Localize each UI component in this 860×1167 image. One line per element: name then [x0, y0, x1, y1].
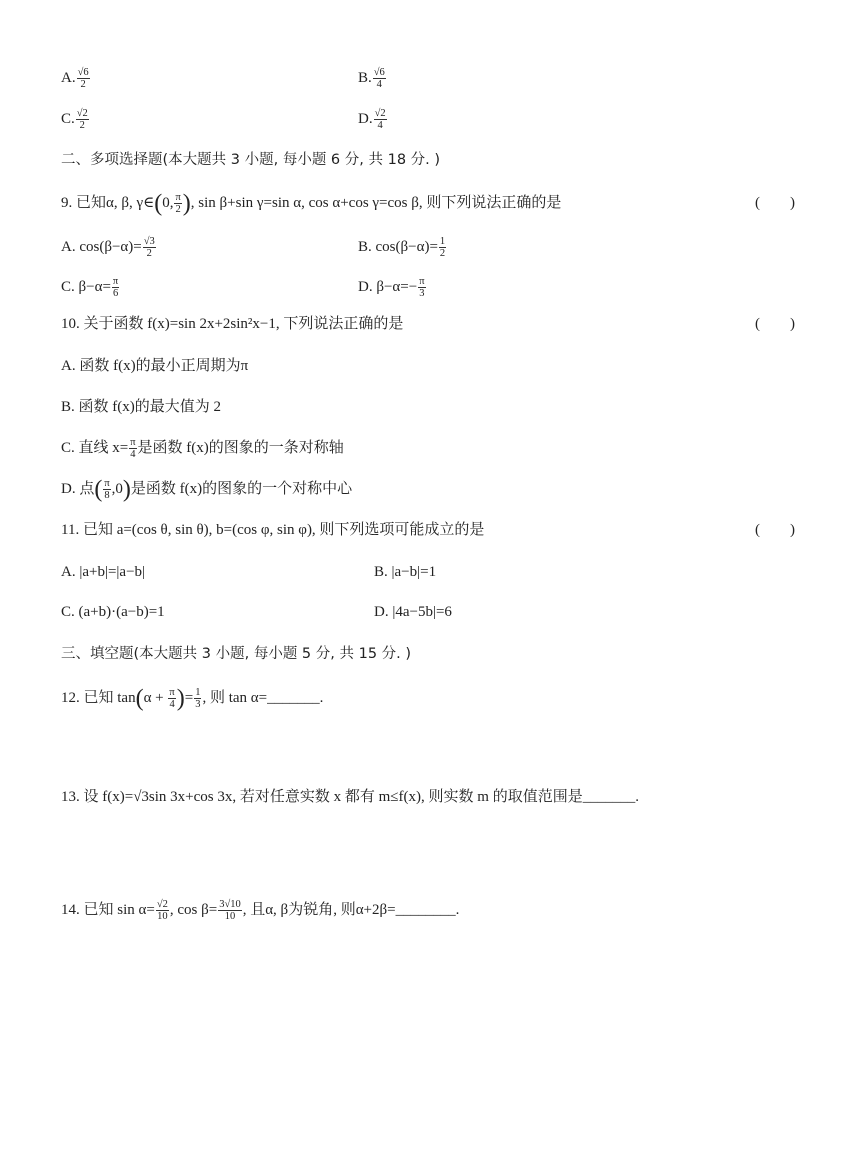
- fraction: $\frac{√2}{2}$: [76, 108, 88, 131]
- fraction: $\frac{√6}{2}$: [77, 67, 89, 90]
- q13: 13. 设 f(x)=√3sin 3x+cos 3x, 若对任意实数 x 都有 m≤f(x), 则实数 m 的取值范围是_______.: [61, 789, 639, 805]
- fraction: $\frac{3√10}{10}$: [219, 899, 241, 922]
- q11-option-d: D. |4a−5b|=6: [374, 604, 452, 620]
- q11-option-b: B. |a−b|=1: [374, 564, 437, 580]
- fraction: $\frac{\pi}{8}$: [104, 478, 110, 501]
- q9-option-d: D. β−α=− $\frac{\pi}{3}$: [358, 276, 425, 299]
- q9-stem: 9. 已知α, β, γ∈(0, $\frac{\pi}{2}$ ), sin β+sin γ=sin α, cos α+cos γ=cos β, 则下列说法正确的是: [61, 190, 562, 217]
- fraction: $\frac{√2}{10}$: [156, 899, 168, 922]
- q10-option-b: B. 函数 f(x)的最大值为 2: [61, 399, 221, 415]
- q11-stem: 11. 已知 a=(cos θ, sin θ), b=(cos φ, sin φ), 则下列选项可能成立的是: [61, 522, 485, 538]
- q8-option-b: B. $\frac{√6}{4}$: [358, 67, 385, 90]
- q11-option-a: A. |a+b|=|a−b|: [61, 564, 146, 580]
- q14: 14. 已知 sin α= $\frac{√2}{10}$ , cos β= $\frac{3√10}{10}$ , 且α, β为锐角, 则α+2β=________.: [61, 899, 460, 922]
- q11-option-c: C. (a+b)·(a−b)=1: [61, 604, 165, 620]
- fraction: $\frac{\pi}{4}$: [169, 687, 175, 710]
- q8-option-d: D. $\frac{√2}{4}$: [358, 108, 386, 131]
- q8-option-a: A. $\frac{√6}{2}$: [61, 67, 89, 90]
- q9-option-b: B. cos(β−α)= $\frac{1}{2}$: [358, 236, 446, 259]
- q8-option-c: C. $\frac{√2}{2}$: [61, 108, 88, 131]
- q10-option-d: D. 点( $\frac{\pi}{8}$ ,0)是函数 f(x)的图象的一个对称中心: [61, 476, 353, 503]
- q10-option-c: C. 直线 x= $\frac{\pi}{4}$ 是函数 f(x)的图象的一条对称轴: [61, 437, 344, 460]
- q9-option-c: C. β−α= $\frac{\pi}{6}$: [61, 276, 119, 299]
- fraction: $\frac{1}{3}$: [195, 687, 201, 710]
- fraction: $\frac{\pi}{2}$: [175, 192, 181, 215]
- answer-paren: ( ): [755, 195, 795, 211]
- fraction: $\frac{\pi}{3}$: [419, 276, 425, 299]
- fraction: $\frac{\pi}{4}$: [130, 437, 136, 460]
- answer-paren: ( ): [755, 316, 795, 332]
- fraction: $\frac{√2}{4}$: [374, 108, 386, 131]
- section-heading: 三、填空题(本大题共 3 小题, 每小题 5 分, 共 15 分. ): [61, 646, 412, 662]
- fraction: $\frac{\pi}{6}$: [112, 276, 119, 299]
- fraction: $\frac{√6}{4}$: [373, 67, 385, 90]
- answer-paren: ( ): [755, 522, 795, 538]
- fraction: $\frac{1}{2}$: [439, 236, 446, 259]
- section-heading: 二、多项选择题(本大题共 3 小题, 每小题 6 分, 共 18 分. ): [61, 152, 441, 168]
- q10-option-a: A. 函数 f(x)的最小正周期为π: [61, 358, 249, 374]
- q10-stem: 10. 关于函数 f(x)=sin 2x+2sin²x−1, 下列说法正确的是: [61, 316, 404, 332]
- q12: 12. 已知 tan(α + $\frac{\pi}{4}$ )= $\frac{1}{3}$ , 则 tan α=_______.: [61, 685, 324, 712]
- fraction: $\frac{√3}{2}$: [143, 236, 155, 259]
- q9-option-a: A. cos(β−α)= $\frac{√3}{2}$: [61, 236, 155, 259]
